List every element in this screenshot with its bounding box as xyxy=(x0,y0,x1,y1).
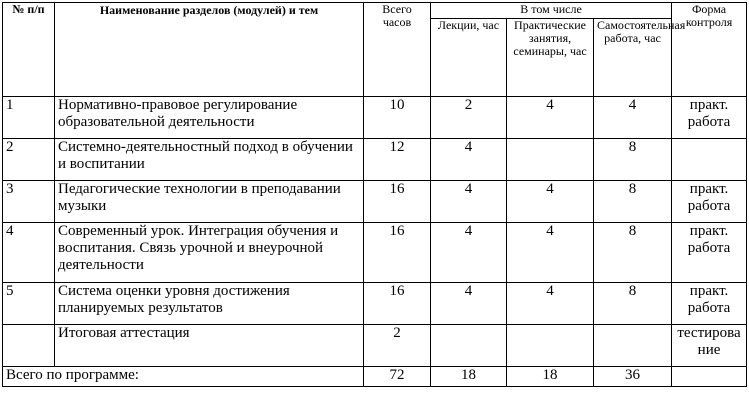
header-lectures: Лекции, час xyxy=(431,19,507,97)
row-name: Современный урок. Интеграция обучения и воспитания. Связь урочной и внеурочной деятельности xyxy=(55,223,364,283)
total-hours: 72 xyxy=(364,367,431,387)
row-total: 16 xyxy=(364,283,431,325)
row-self-study: 8 xyxy=(594,283,672,325)
header-row-top xyxy=(3,3,747,19)
row-form: практ. работа xyxy=(672,181,747,223)
row-self-study: 8 xyxy=(594,139,672,181)
table-row xyxy=(3,325,747,367)
row-form: практ. работа xyxy=(672,223,747,283)
row-total: 10 xyxy=(364,97,431,139)
row-num: 1 xyxy=(3,97,55,139)
total-form xyxy=(672,367,747,387)
row-practice: 4 xyxy=(507,283,594,325)
row-num: 2 xyxy=(3,139,55,181)
row-num: 4 xyxy=(3,223,55,283)
table-row xyxy=(3,223,747,283)
row-num: 3 xyxy=(3,181,55,223)
total-practice: 18 xyxy=(507,367,594,387)
row-practice xyxy=(507,139,594,181)
row-form: тестирование xyxy=(672,325,747,367)
row-form: практ. работа xyxy=(672,97,747,139)
row-self-study: 4 xyxy=(594,97,672,139)
header-num: № п/п xyxy=(3,3,55,97)
row-practice xyxy=(507,325,594,367)
row-practice: 4 xyxy=(507,223,594,283)
row-lectures: 2 xyxy=(431,97,507,139)
table-row xyxy=(3,139,747,181)
row-form xyxy=(672,139,747,181)
total-lectures: 18 xyxy=(431,367,507,387)
row-total: 2 xyxy=(364,325,431,367)
header-self-study: Самостоятельная работа, час xyxy=(594,19,672,97)
row-total: 16 xyxy=(364,181,431,223)
course-plan-table xyxy=(2,2,747,387)
row-lectures xyxy=(431,325,507,367)
row-total: 12 xyxy=(364,139,431,181)
total-row xyxy=(3,367,747,387)
row-practice: 4 xyxy=(507,97,594,139)
header-practice: Практические занятия, семинары, час xyxy=(507,19,594,97)
row-num xyxy=(3,325,55,367)
row-name: Система оценки уровня достижения планируемых результатов xyxy=(55,283,364,325)
row-lectures: 4 xyxy=(431,283,507,325)
table-row xyxy=(3,283,747,325)
row-self-study: 8 xyxy=(594,181,672,223)
row-total: 16 xyxy=(364,223,431,283)
row-num: 5 xyxy=(3,283,55,325)
total-label: Всего по программе: xyxy=(3,367,364,387)
row-lectures: 4 xyxy=(431,223,507,283)
row-lectures: 4 xyxy=(431,139,507,181)
row-name: Педагогические технологии в преподавании музыки xyxy=(55,181,364,223)
table-row xyxy=(3,97,747,139)
header-total: Всего часов xyxy=(364,3,431,97)
header-name: Наименование разделов (модулей) и тем xyxy=(55,3,364,97)
row-self-study xyxy=(594,325,672,367)
row-form: практ. работа xyxy=(672,283,747,325)
row-self-study: 8 xyxy=(594,223,672,283)
row-name: Системно-деятельностный подход в обучении и воспитании xyxy=(55,139,364,181)
total-self-study: 36 xyxy=(594,367,672,387)
row-name: Итоговая аттестация xyxy=(55,325,364,367)
header-form: Форма контроля xyxy=(672,3,747,97)
row-lectures: 4 xyxy=(431,181,507,223)
row-practice: 4 xyxy=(507,181,594,223)
row-name: Нормативно-правовое регулирование образовательной деятельности xyxy=(55,97,364,139)
table-row xyxy=(3,181,747,223)
header-including: В том числе xyxy=(431,3,672,19)
